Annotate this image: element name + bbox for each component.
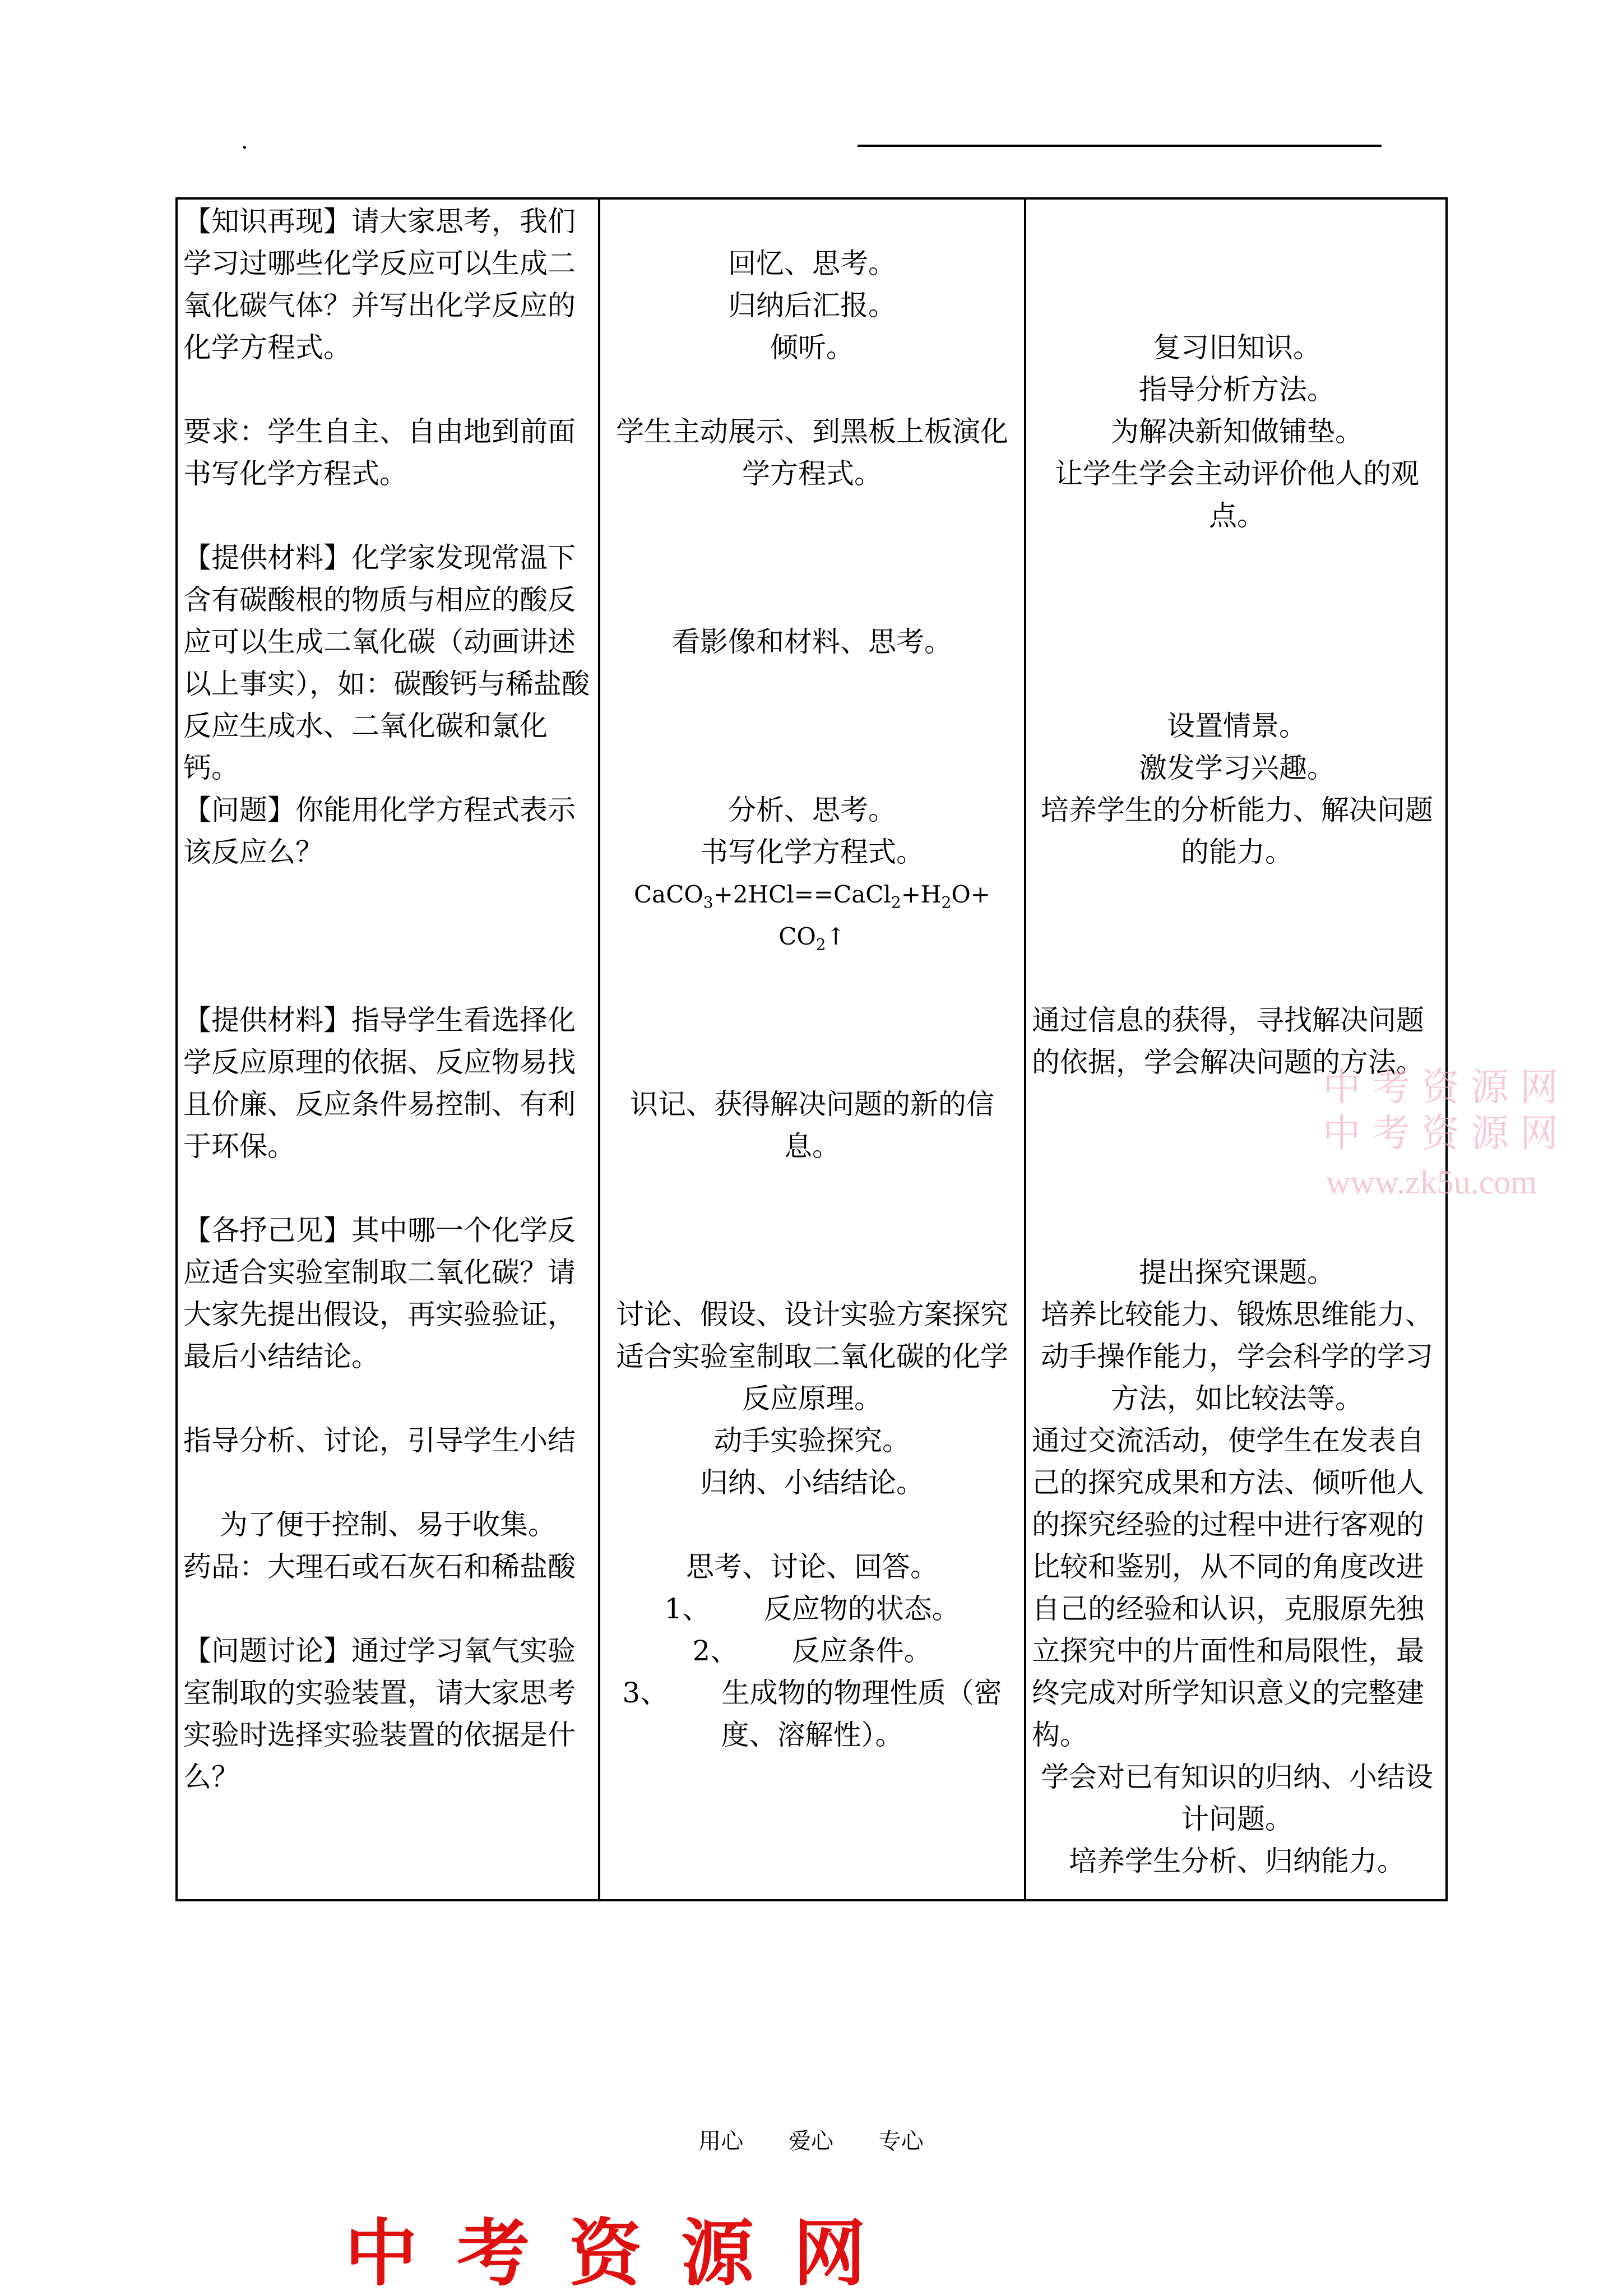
lesson-table: [175, 197, 1448, 1901]
think-text: 思考、讨论、回答。: [686, 1550, 938, 1583]
summary-text: 归纳、小结结论。: [700, 1466, 924, 1499]
analyze-text: 分析、思考。: [728, 794, 896, 826]
pave-text: 为解决新知做铺垫。: [1111, 415, 1363, 448]
design-intent-column: [1026, 200, 1448, 1899]
watermark: [1323, 1065, 1622, 1207]
watermark-line: 中考资源网: [1323, 1066, 1570, 1110]
watermark-line: 中考资源网: [1323, 1112, 1570, 1156]
gas-arrow-icon: ↑: [826, 923, 846, 950]
ability-text: 培养学生的分析能力、解决问题的能力。: [1041, 794, 1433, 868]
info-text: 通过信息的获得，寻找解决问题的依据，学会解决问题的方法。: [1032, 1004, 1424, 1078]
compare-text: 培养比较能力、锻炼思维能力、动手操作能力，学会科学的学习方法，如比较法等。: [1041, 1298, 1433, 1415]
control-text: 为了便于控制、易于收集。: [220, 1508, 556, 1541]
memo-text: 识记、获得解决问题的新的信息。: [630, 1088, 994, 1163]
list-item: 2、 反应条件。: [692, 1635, 932, 1667]
list-item: 1、 反应物的状态。: [664, 1593, 960, 1625]
header-mark: .: [241, 128, 248, 154]
review-text: 复习旧知识。: [1153, 331, 1321, 364]
list-item: 3、 生成物的物理性质（密度、溶解性）。: [622, 1677, 1002, 1751]
listen-text: 倾听。: [770, 331, 854, 364]
report-text: 归纳后汇报。: [728, 289, 896, 322]
recall-text: 回忆、思考。: [728, 247, 896, 280]
guide-text: 指导分析、讨论，引导学生小结: [183, 1424, 576, 1457]
watermark-url: www.zk5u.com: [1326, 1164, 1537, 1201]
discussion-text: 【问题讨论】通过学习氧气实验室制取的实验装置，请大家思考实验时选择实验装置的依据是什么？: [183, 1635, 576, 1793]
guide-method-text: 指导分析方法。: [1139, 373, 1335, 406]
write-text: 书写化学方程式。: [700, 836, 924, 868]
student-activity-column: [600, 200, 1024, 1899]
topic-text: 提出探究课题。: [1139, 1256, 1335, 1289]
experiment-design-text: 讨论、假设、设计实验方案探究适合实验室制取二氧化碳的化学反应原理。: [616, 1298, 1008, 1415]
header-rule: [858, 145, 1382, 147]
hands-on-text: 动手实验探究。: [714, 1424, 910, 1457]
footer-word: 专心: [878, 2128, 924, 2154]
knowledge-recall-text: 【知识再现】请大家思考，我们学习过哪些化学反应可以生成二氧化碳气体？并写出化学反应的化学方程式。: [183, 205, 576, 364]
interest-text: 激发学习兴趣。: [1139, 752, 1335, 784]
evaluate-text: 让学生学会主动评价他人的观点。: [1055, 457, 1419, 532]
requirement-text: 要求：学生自主、自由地到前面书写化学方程式。: [183, 415, 576, 490]
footer-word: 用心: [698, 2128, 744, 2154]
watch-text: 看影像和材料、思考。: [672, 626, 952, 658]
chemical-equation-product: $CO_2↑$: [778, 923, 846, 954]
chemical-equation: $CaCO_3+2HCl==CaCl_2+H_2O+$: [634, 881, 990, 912]
teacher-activity-column: [178, 200, 598, 1899]
exchange-text: 通过交流活动，使学生在发表自己的探究成果和方法、倾听他人的探究经验的过程中进行客观的比较和鉴别，从不同的角度改进自己的经验和认识，克服原先独立探究中的片面性和局限性，最终完成对所学知识意义的完整建构。: [1032, 1424, 1424, 1751]
induce-text: 学会对已有知识的归纳、小结设计问题。: [1041, 1761, 1433, 1835]
footer-word: 爱心: [789, 2128, 833, 2154]
material-text-2: 【提供材料】指导学生看选择化学反应原理的依据、反应物易找且价廉、反应条件易控制、有利于环保。: [183, 1004, 576, 1163]
induce-ability-text: 培养学生分析、归纳能力。: [1069, 1845, 1405, 1877]
opinion-text: 【各抒己见】其中哪一个化学反应适合实验室制取二氧化碳？请大家先提出假设，再实验验证，最后小结结论。: [183, 1214, 576, 1373]
site-logo: 中考资源网: [345, 2210, 906, 2296]
footer: [0, 2124, 1622, 2158]
situation-text: 设置情景。: [1167, 710, 1307, 742]
material-text-1: 【提供材料】化学家发现常温下含有碳酸根的物质与相应的酸反应可以生成二氧化碳（动画讲述以上事实），如：碳酸钙与稀盐酸反应生成水、二氧化碳和氯化钙。: [183, 541, 590, 784]
show-text: 学生主动展示、到黑板上板演化学方程式。: [616, 415, 1008, 490]
question-text: 【问题】你能用化学方程式表示该反应么？: [183, 794, 576, 868]
drugs-text: 药品：大理石或石灰石和稀盐酸: [183, 1550, 576, 1583]
